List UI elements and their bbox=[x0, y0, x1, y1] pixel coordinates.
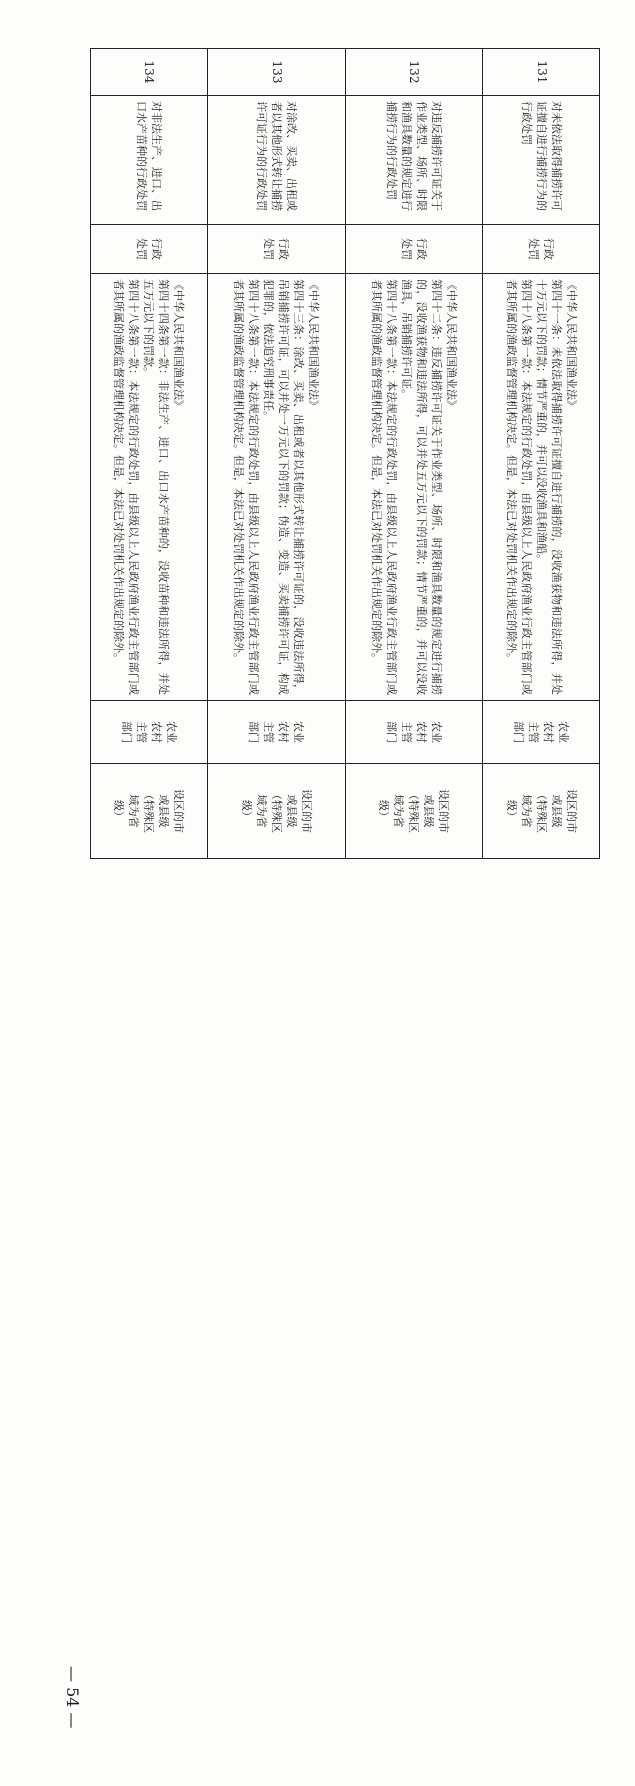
legal-basis bbox=[91, 274, 208, 701]
item-number: 134 bbox=[91, 49, 208, 96]
item-type: 行政 处罚 bbox=[91, 225, 208, 274]
law-clause: 第四十二条：违反捕捞许可证关于作业类型、场所、时限和渔具数量的规定进行捕捞的，没收渔获物和违法所得，可以并处五万元以下的罚款；情节严重的，并可以没收渔具，吊销捕捞许可证。 bbox=[399, 279, 443, 695]
item-number: 133 bbox=[207, 49, 345, 96]
law-clause: 第四十八条第一款：本法规定的行政处罚，由县级以上人民政府渔业行政主管部门或者其所属的渔政监督管理机构决定。但是，本法已对处罚机关作出规定的除外。 bbox=[504, 279, 533, 695]
responsible-department: 农业 农村 主管 部门 bbox=[91, 701, 208, 764]
law-clause: 第四十八条第一款：本法规定的行政处罚，由县级以上人民政府渔业行政主管部门或者其所属的渔政监督管理机构决定。但是，本法已对处罚机关作出规定的除外。 bbox=[112, 279, 141, 695]
law-clause: 第四十一条：未依法取得捕捞许可证擅自进行捕捞的，没收渔获物和违法所得，并处十万元以下的罚款；情节严重的，并可以没收渔具和渔船。 bbox=[534, 279, 563, 695]
item-type: 行政 处罚 bbox=[345, 225, 483, 274]
table-row bbox=[207, 49, 345, 859]
penalty-table bbox=[90, 48, 600, 859]
table-body bbox=[91, 49, 600, 859]
law-clause: 第四十三条：涂改、买卖、出租或者以其他形式转让捕捞许可证的，没收违法所得，吊销捕捞许可证，可以并处一万元以下的罚款；伪造、变造、买卖捕捞许可证，构成犯罪的，依法追究刑事责任。 bbox=[262, 279, 306, 695]
law-title: 《中华人民共和国渔业法》 bbox=[444, 279, 458, 411]
law-clause: 第四十八条第一款：本法规定的行政处罚，由县级以上人民政府渔业行政主管部门或者其所属的渔政监督管理机构决定。但是，本法已对处罚机关作出规定的除外。 bbox=[369, 279, 398, 695]
enforcement-level: 设区的市 或县级 （特殊区 域为省 级） bbox=[345, 764, 483, 859]
item-name: 对非法生产、进口、出口水产苗种的行政处罚 bbox=[91, 96, 208, 225]
legal-basis bbox=[483, 274, 600, 701]
item-name: 对违反捕捞许可证关于作业类型、场所、时限和渔具数量的规定进行捕捞行为的行政处罚 bbox=[345, 96, 483, 225]
legal-basis bbox=[207, 274, 345, 701]
enforcement-level: 设区的市 或县级 （特殊区 域为省 级） bbox=[483, 764, 600, 859]
table-row bbox=[345, 49, 483, 859]
rotated-table-page bbox=[90, 48, 600, 856]
item-number: 131 bbox=[483, 49, 600, 96]
law-title: 《中华人民共和国渔业法》 bbox=[564, 279, 578, 411]
legal-basis bbox=[345, 274, 483, 701]
law-title: 《中华人民共和国渔业法》 bbox=[172, 279, 186, 411]
item-number: 132 bbox=[345, 49, 483, 96]
table-row bbox=[483, 49, 600, 859]
law-clause: 第四十八条第一款：本法规定的行政处罚，由县级以上人民政府渔业行政主管部门或者其所属的渔政监督管理机构决定。但是，本法已对处罚机关作出规定的除外。 bbox=[232, 279, 261, 695]
responsible-department: 农业 农村 主管 部门 bbox=[483, 701, 600, 764]
table-row bbox=[91, 49, 208, 859]
page-number: — 54 — bbox=[63, 1666, 82, 1729]
item-name: 对未依法取得捕捞许可证擅自进行捕捞行为的行政处罚 bbox=[483, 96, 600, 225]
item-type: 行政 处罚 bbox=[483, 225, 600, 274]
responsible-department: 农业 农村 主管 部门 bbox=[345, 701, 483, 764]
responsible-department: 农业 农村 主管 部门 bbox=[207, 701, 345, 764]
law-title: 《中华人民共和国渔业法》 bbox=[307, 279, 321, 411]
item-type: 行政 处罚 bbox=[207, 225, 345, 274]
enforcement-level: 设区的市 或县级 （特殊区 域为省 级） bbox=[91, 764, 208, 859]
law-clause: 第四十四条第一款：非法生产、进口、出口水产苗种的，没收苗种和违法所得，并处五万元以下的罚款。 bbox=[142, 279, 171, 695]
item-name: 对涂改、买卖、出租或者以其他形式转让捕捞许可证行为的行政处罚 bbox=[207, 96, 345, 225]
enforcement-level: 设区的市 或县级 （特殊区 域为省 级） bbox=[207, 764, 345, 859]
